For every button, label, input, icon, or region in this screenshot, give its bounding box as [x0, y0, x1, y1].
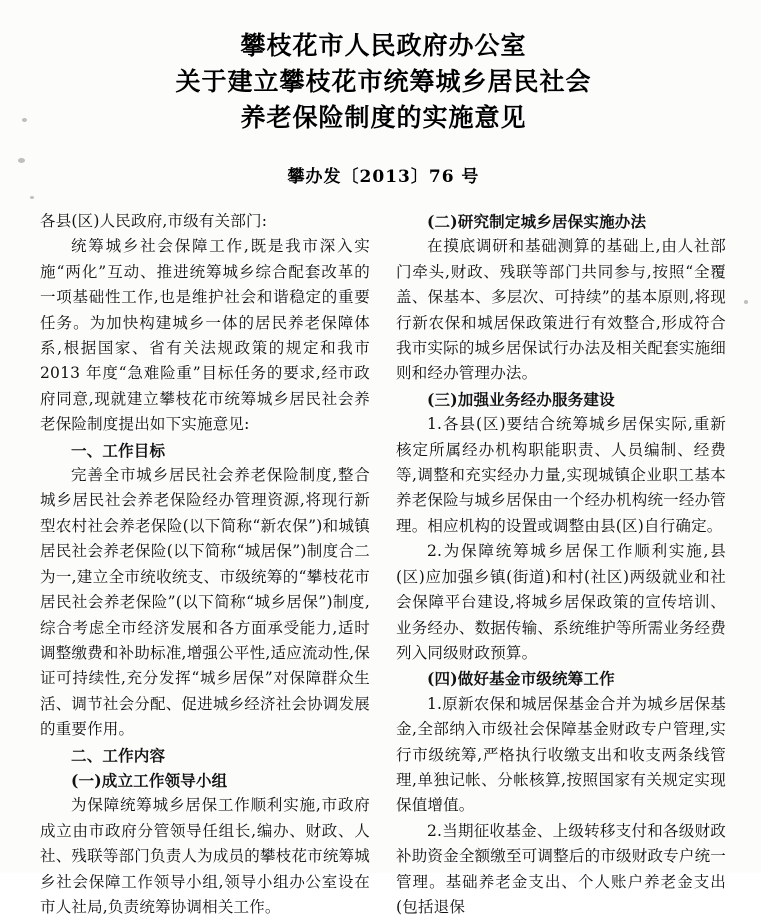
paragraph: 为保障统筹城乡居保工作顺利实施,市政府成立由市政府分管领导任组长,编办、财政、人社、残联等部门负责人为成员的攀枝花市统筹城乡社会保障工作领导小组,领导小组办公室设在市人社局,负责统筹协调相关工作。	[40, 796, 370, 916]
section-heading: 二、工作内容	[71, 745, 166, 765]
left-column	[40, 209, 370, 920]
scan-speck	[18, 158, 25, 163]
scan-speck	[30, 196, 34, 199]
body-columns	[40, 209, 727, 920]
paragraph: 各县(区)人民政府,市级有关部门:	[40, 212, 268, 230]
scan-speck	[22, 118, 27, 122]
title-line-3: 养老保险制度的实施意见	[240, 103, 527, 132]
paragraph: 2.为保障统筹城乡居保工作顺利实施,县(区)应加强乡镇(街道)和村(社区)两级就业和社会保障平台建设,将城乡居保政策的宣传培训、业务经办、数据传输、系统维护等所需业务经费列入同级财政预算。	[396, 542, 726, 662]
subsection-heading: (二)研究制定城乡居保实施办法	[427, 212, 647, 231]
paragraph: 完善全市城乡居民社会养老保险制度,整合城乡居民社会养老保险经办管理资源,将现行新型农村社会养老保险(以下简称“新农保”)和城镇居民社会养老保险(以下简称“城居保”)制度合二为一,建立全市统收统支、市级统筹的“攀枝花市居民社会养老保险”(以下简称“城乡居保”)制度,综合考虑全市经济发展和各方面承受能力,适时调整缴费和补助标准,增强公平性,适应流动性,保证可持续性,充分发挥“城乡居保”对保障群众生活、调节社会分配、促进城乡经济社会协调发展的重要作用。	[40, 466, 370, 739]
paragraph: 2.当期征收基金、上级转移支付和各级财政补助资金全额缴至可调整后的市级财政专户统一管理。基础养老金支出、个人账户养老金支出(包括退保	[396, 821, 726, 916]
paragraph: 1.原新农保和城居保基金合并为城乡居保基金,全部纳入市级社会保障基金财政专户管理,实行市级统筹,严格执行收缴支出和收支两条线管理,单独记帐、分帐核算,按照国家有关规定实现保值增值。	[396, 694, 726, 815]
section-heading: 一、工作目标	[71, 440, 166, 460]
title-line-1: 攀枝花市人民政府办公室	[240, 31, 527, 60]
subsection-heading: (三)加强业务经办服务建设	[427, 389, 615, 409]
paragraph: 统筹城乡社会保障工作,既是我市深入实施“两化”互动、推进统筹城乡综合配套改革的一项基础性工作,也是维护社会和谐稳定的重要任务。为加快构建城乡一体的居民养老保障体系,根据国家、省有关法规政策的规定和我市 2013 年度“急难险重”目标任务的要求,经市政府同意,现就建立攀枝花市统筹城乡居民社会养老保险制度提出如下实施意见:	[40, 237, 370, 434]
document-number: 攀办发〔2013〕76 号	[287, 167, 480, 187]
scan-speck	[744, 300, 748, 304]
paragraph: 在摸底调研和基础测算的基础上,由人社部门牵头,财政、残联等部门共同参与,按照“全覆盖、保基本、多层次、可持续”的基本原则,将现行新农保和城居保政策进行有效整合,形成符合我市实际的城乡居保试行办法及相关配套实施细则和经办管理办法。	[396, 237, 726, 383]
title-line-2: 关于建立攀枝花市统筹城乡居民社会	[175, 67, 592, 96]
right-column	[396, 209, 726, 920]
paragraph: 1.各县(区)要结合统筹城乡居保实际,重新核定所属经办机构职能职责、人员编制、经费等,调整和充实经办力量,实现城镇企业职工基本养老保险与城乡居保由一个经办机构统一经办管理。相应机构的设置或调整由县(区)自行确定。	[396, 415, 726, 535]
subsection-heading: (四)做好基金市级统筹工作	[427, 669, 615, 689]
document-title	[40, 28, 727, 136]
subsection-heading: (一)成立工作领导小组	[71, 770, 228, 790]
